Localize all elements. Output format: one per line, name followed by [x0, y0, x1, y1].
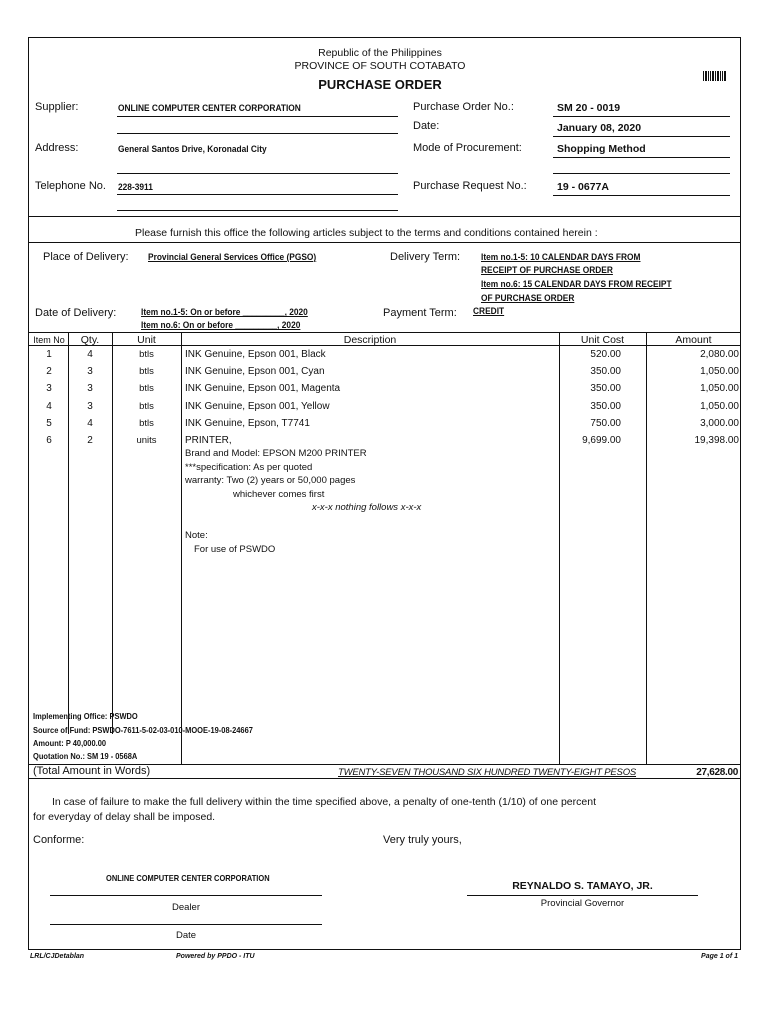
very-truly-yours: Very truly yours,: [383, 834, 462, 846]
po-number-value: SM 20 - 0019: [557, 102, 621, 114]
row-qty: 4: [87, 418, 93, 429]
place-of-delivery-value: Provincial General Services Office (PGSO): [148, 252, 317, 263]
penalty-line-2: for everyday of delay shall be imposed.: [33, 811, 216, 823]
dealer-date-line: [50, 924, 322, 925]
row-unit-cost: 750.00: [590, 418, 621, 429]
row-item-no: 4: [46, 401, 52, 412]
supplier-underline-2: [117, 133, 398, 134]
pr-underline: [553, 195, 730, 196]
row-unit-cost: 350.00: [590, 383, 621, 394]
footer-center: Powered by PPDO - ITU: [176, 953, 255, 960]
row-description: INK Genuine, Epson 001, Black: [185, 349, 326, 360]
printer-detail-brand: Brand and Model: EPSON M200 PRINTER: [185, 448, 367, 459]
delivery-term-line-3: Item no.6: 15 CALENDAR DAYS FROM RECEIPT: [481, 279, 672, 290]
payment-term-value: CREDIT: [473, 306, 505, 317]
place-of-delivery-label: Place of Delivery:: [43, 251, 129, 263]
row-amount: 19,398.00: [694, 435, 739, 446]
province-text: PROVINCE OF SOUTH COTABATO: [294, 60, 466, 72]
row-amount: 3,000.00: [700, 418, 739, 429]
address-value: General Santos Drive, Koronadal City: [118, 144, 267, 155]
col-divider-3: [181, 332, 182, 764]
note-value: For use of PSWDO: [194, 544, 276, 555]
header-item-no: Item No: [33, 335, 65, 345]
total-amount-value: 27,628.00: [696, 767, 738, 778]
po-date-label: Date:: [413, 120, 440, 132]
mode-value: Shopping Method: [557, 143, 646, 155]
mode-underline: [553, 157, 730, 158]
instruction-top-rule: [28, 216, 741, 217]
delivery-term-label: Delivery Term:: [390, 251, 461, 263]
row-amount: 1,050.00: [700, 383, 739, 394]
row-qty: 3: [87, 366, 93, 377]
total-words-label: (Total Amount in Words): [33, 765, 151, 777]
row-qty: 2: [87, 435, 93, 446]
pr-value: 19 - 0677A: [557, 181, 609, 193]
row-amount: 1,050.00: [700, 366, 739, 377]
dealer-label: Dealer: [172, 902, 200, 913]
printer-detail-whichever: whichever comes first: [233, 489, 325, 500]
row-item-no: 3: [46, 383, 52, 394]
official-title: Provincial Governor: [540, 898, 625, 909]
row-unit: units: [136, 435, 157, 446]
row-qty: 4: [87, 349, 93, 360]
po-date-underline: [553, 136, 730, 137]
conforme-label: Conforme:: [33, 834, 85, 846]
instruction-bottom-rule: [28, 242, 741, 243]
row-item-no: 1: [46, 349, 52, 360]
penalty-line-1: In case of failure to make the full delivery within the time specified above, a penalty of one-tenth (1/10) of one percent: [52, 796, 596, 808]
supplier-value: ONLINE COMPUTER CENTER CORPORATION: [118, 103, 301, 114]
row-unit: btls: [139, 418, 154, 429]
instruction-text: Please furnish this office the following articles subject to the terms and conditions contained herein :: [135, 227, 598, 239]
quotation-no: Quotation No.: SM 19 - 0568A: [33, 751, 138, 761]
telephone-label: Telephone No.: [35, 180, 106, 192]
dealer-signature-line: [50, 895, 322, 896]
row-unit: btls: [139, 366, 154, 377]
footer-right: Page 1 of 1: [701, 953, 738, 960]
col-divider-5: [646, 332, 647, 764]
telephone-underline-2: [117, 210, 398, 211]
implementing-office: Implementing Office: PSWDO: [33, 711, 138, 721]
source-of-fund: Source of Fund: PSWDO-7611-5-02-03-010-MOOE-19-08-24667: [33, 725, 253, 735]
row-qty: 3: [87, 383, 93, 394]
delivery-term-line-4: OF PURCHASE ORDER: [481, 293, 575, 304]
header-description: Description: [343, 334, 397, 346]
printer-detail-warranty: warranty: Two (2) years or 50,000 pages: [185, 475, 356, 486]
date-of-delivery-line-1: Item no.1-5: On or before _________, 2020: [141, 307, 308, 318]
date-of-delivery-label: Date of Delivery:: [35, 307, 117, 319]
row-unit: btls: [139, 383, 154, 394]
po-number-underline: [553, 116, 730, 117]
barcode-icon: [703, 71, 726, 81]
printer-detail-spec: ***specification: As per quoted: [185, 462, 313, 473]
nothing-follows: x-x-x nothing follows x-x-x: [312, 502, 422, 513]
header-amount: Amount: [675, 334, 712, 346]
mode-label: Mode of Procurement:: [413, 142, 522, 154]
row-description: INK Genuine, Epson 001, Yellow: [185, 401, 330, 412]
row-unit-cost: 350.00: [590, 401, 621, 412]
row-qty: 3: [87, 401, 93, 412]
row-description: INK Genuine, Epson 001, Cyan: [185, 366, 325, 377]
row-description: INK Genuine, Epson 001, Magenta: [185, 383, 341, 394]
row-description: INK Genuine, Epson, T7741: [185, 418, 310, 429]
supplier-underline: [117, 116, 398, 117]
supplier-label: Supplier:: [35, 101, 79, 113]
address-underline: [117, 173, 398, 174]
header-unit-cost: Unit Cost: [580, 334, 625, 346]
telephone-underline: [117, 194, 398, 195]
official-signature-line: [467, 895, 698, 896]
row-item-no: 5: [46, 418, 52, 429]
telephone-value: 228-3911: [118, 182, 153, 193]
address-label: Address:: [35, 142, 79, 154]
po-date-value: January 08, 2020: [557, 122, 642, 134]
po-number-label: Purchase Order No.:: [413, 101, 514, 113]
row-description: PRINTER,: [185, 435, 232, 446]
row-unit: btls: [139, 349, 154, 360]
col-divider-4: [559, 332, 560, 764]
header-qty: Qty.: [80, 334, 100, 346]
header-unit: Unit: [137, 334, 156, 346]
amount-info: Amount: P 40,000.00: [33, 738, 107, 748]
table-top-rule: [28, 332, 741, 333]
republic-text: Republic of the Philippines: [318, 47, 442, 59]
row-item-no: 2: [46, 366, 52, 377]
row-item-no: 6: [46, 435, 52, 446]
note-label: Note:: [185, 530, 208, 541]
row-unit-cost: 9,699.00: [582, 435, 621, 446]
payment-term-label: Payment Term:: [383, 307, 457, 319]
dealer-date-label: Date: [175, 930, 197, 941]
pr-label: Purchase Request No.:: [413, 180, 527, 192]
dealer-company-name: ONLINE COMPUTER CENTER CORPORATION: [106, 873, 270, 883]
official-name: REYNALDO S. TAMAYO, JR.: [512, 880, 653, 892]
total-words-value: TWENTY-SEVEN THOUSAND SIX HUNDRED TWENTY-EIGHT PESOS: [338, 767, 637, 778]
row-amount: 1,050.00: [700, 401, 739, 412]
row-amount: 2,080.00: [700, 349, 739, 360]
row-unit-cost: 520.00: [590, 349, 621, 360]
page-title: PURCHASE ORDER: [318, 77, 442, 92]
delivery-term-line-2: RECEIPT OF PURCHASE ORDER: [481, 265, 613, 276]
delivery-term-line-1: Item no.1-5: 10 CALENDAR DAYS FROM: [481, 252, 641, 263]
date-of-delivery-line-2: Item no.6: On or before _________, 2020: [141, 320, 301, 331]
footer-left: LRL/CJDetablan: [30, 953, 85, 960]
row-unit-cost: 350.00: [590, 366, 621, 377]
row-unit: btls: [139, 401, 154, 412]
mode-underline-2: [553, 173, 730, 174]
